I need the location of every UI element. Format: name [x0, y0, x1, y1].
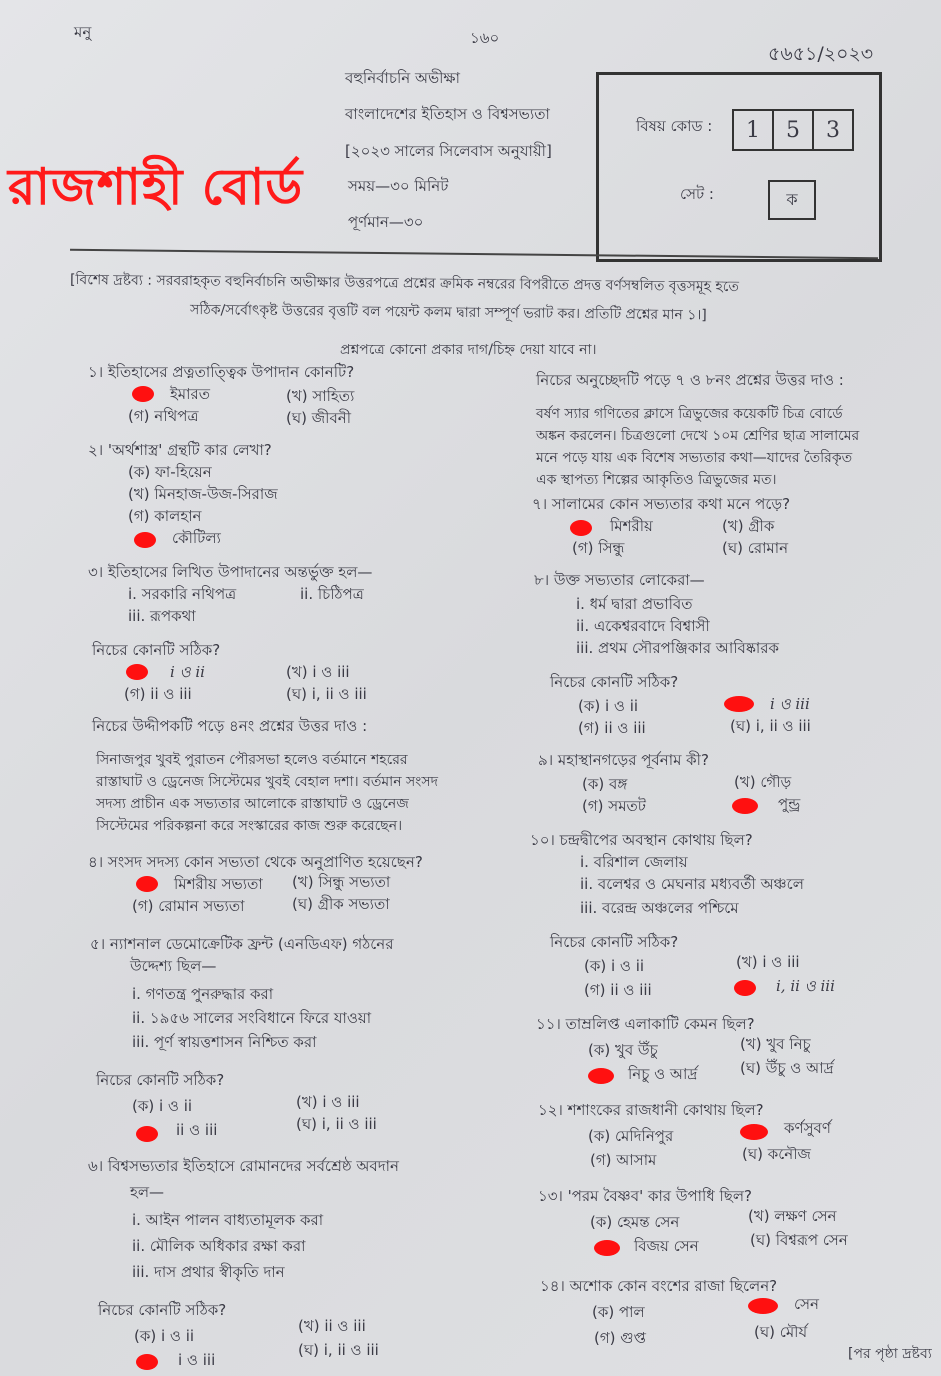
option-d: (ঘ) বিশ্বরূপ সেন: [750, 1231, 848, 1249]
question-4: ৪। সংসদ সদস্য কোন সভ্যতা থেকে অনুপ্রাণিত হয়েছেন?: [88, 853, 423, 871]
question-1: ১। ইতিহাসের প্রত্নতাত্ত্বিক উপাদান কোনটি?: [88, 363, 355, 381]
answer-mark: [594, 1240, 620, 1256]
subject-code-label: বিষয় কোড :: [636, 117, 713, 135]
question-5: ৫। ন্যাশনাল ডেমোক্রেটিক ফ্রন্ট (এনডিএফ) গঠনের: [90, 935, 394, 953]
answer-mark: [136, 876, 158, 892]
option-a: মিশরীয়: [610, 517, 653, 535]
no-marks-notice: প্রশ্নপত্রে কোনো প্রকার দাগ/চিহ্ন দেয়া যাবে না।: [340, 342, 597, 358]
exam-code: ৫৬৫১/২০২৩: [768, 43, 874, 65]
question-2: ২। 'অর্থশাস্ত্র' গ্রন্থটি কার লেখা?: [88, 441, 272, 459]
option-b: (খ) ii ও iii: [298, 1317, 366, 1335]
statement-i: i. গণতন্ত্র পুনরুদ্ধার করা: [132, 985, 274, 1003]
option-b: সেন: [794, 1295, 819, 1313]
subject-title: বাংলাদেশের ইতিহাস ও বিশ্বসভ্যতা: [345, 105, 550, 123]
exam-type: বহুনির্বাচনি অভীক্ষা: [345, 69, 460, 87]
answer-mark: [134, 532, 156, 548]
option-a: (ক) বঙ্গ: [582, 775, 628, 793]
stimulus-line: মনে পড়ে যায় এক বিশেষ সভ্যতার কথা—যাদের তৈরিকৃত: [536, 450, 853, 466]
which-correct: নিচের কোনটি সঠিক?: [92, 641, 221, 659]
option-b: কর্ণসুবর্ণ: [784, 1119, 831, 1137]
question-5-cont: উদ্দেশ্য ছিল—: [130, 957, 217, 975]
statement-ii: ii. ১৯৫৬ সালের সংবিধানে ফিরে যাওয়া: [132, 1009, 372, 1027]
code-digit: 5: [774, 111, 814, 149]
option-b: (খ) খুব নিচু: [740, 1035, 811, 1053]
option-c: (গ) ii ও iii: [124, 685, 192, 703]
statement-iii: iii. বরেন্দ্র অঞ্চলের পশ্চিমে: [580, 899, 739, 917]
question-3: ৩। ইতিহাসের লিখিত উপাদানের অন্তর্ভুক্ত হল—: [88, 563, 373, 581]
which-correct: নিচের কোনটি সঠিক?: [550, 933, 679, 951]
stimulus-line: এক স্থাপত্য শিল্পের আকৃতিও ত্রিভুজের মত।: [536, 472, 777, 488]
page-number: ১৬০: [470, 29, 500, 47]
next-page-note: [পর পৃষ্ঠা দ্রষ্টব্য: [848, 1346, 932, 1362]
option-b: (খ) মিনহাজ-উজ-সিরাজ: [128, 485, 278, 503]
set-value: ক: [768, 180, 816, 220]
option-a: (ক) হেমন্ত সেন: [590, 1213, 680, 1231]
option-d: (ঘ) মৌর্য: [754, 1323, 808, 1341]
option-a: (ক) i ও ii: [132, 1097, 193, 1115]
question-12: ১২। শশাংকের রাজধানী কোথায় ছিল?: [538, 1101, 764, 1119]
question-14: ১৪। অশোক কোন বংশের রাজা ছিলেন?: [540, 1277, 778, 1295]
question-7: ৭। সালামের কোন সভ্যতার কথা মনে পড়ে?: [532, 495, 791, 513]
question-9: ৯। মহাস্থানগড়ের পূর্বনাম কী?: [538, 751, 709, 769]
option-a: (ক) i ও ii: [584, 957, 645, 975]
notice-line-1: [বিশেষ দ্রষ্টব্য : সরবরাহকৃত বহুনির্বাচনি অভীক্ষার উত্তরপত্রে প্রশ্নের ক্রমিক নম্বরের বিপরীতে প্রদত্ত বর্ণসম্বলিত বৃত্তসমূহ হতে: [69, 272, 740, 296]
stimulus-line: বর্ষণ স্যার গণিতের ক্লাসে ত্রিভুজের কয়েকটি চিত্র বোর্ডে: [536, 406, 843, 422]
option-b: (খ) i ও iii: [286, 663, 350, 681]
statement-iii: iii. প্রথম সৌরপঞ্জিকার আবিষ্কারক: [576, 639, 779, 657]
question-10: ১০। চন্দ্রদ্বীপের অবস্থান কোথায় ছিল?: [530, 831, 753, 849]
option-c: বিজয় সেন: [634, 1237, 699, 1255]
question-6-cont: হল—: [130, 1183, 165, 1201]
option-d: (ঘ) উঁচু ও আর্দ্র: [740, 1059, 834, 1077]
stimulus-line: সিস্টেমের পরিকল্পনা করে সংস্কারের কাজ শুরু করেছেন।: [96, 818, 403, 834]
option-a: (ক) খুব উঁচু: [588, 1041, 658, 1059]
option-d: কৌটিল্য: [172, 529, 221, 547]
statement-iii: iii. দাস প্রথার স্বীকৃতি দান: [132, 1263, 285, 1281]
option-c: (গ) রোমান সভ্যতা: [132, 897, 245, 915]
option-d: (ঘ) রোমান: [722, 539, 789, 557]
answer-mark: [136, 1126, 158, 1142]
question-13: ১৩। 'পরম বৈষ্ণব' কার উপাধি ছিল?: [538, 1187, 753, 1205]
option-d: পুন্ড্র: [778, 795, 801, 813]
answer-mark: [132, 386, 154, 402]
stimulus-line: অঙ্কন করলেন। চিত্রগুলো দেখে ১০ম শ্রেণির ছাত্র সালামের: [536, 428, 860, 444]
option-b: (খ) গৌড়: [734, 773, 792, 791]
statement-iii: iii. পূর্ণ স্বায়ত্তশাসন নিশ্চিত করা: [132, 1033, 317, 1051]
stimulus-line: রাস্তাঘাট ও ড্রেনেজ সিস্টেমের খুবই বেহাল দশা। বর্তমান সংসদ: [96, 774, 438, 790]
option-d: (ঘ) i, ii ও iii: [286, 685, 367, 703]
option-c: (গ) ii ও iii: [584, 981, 652, 999]
statement-i: i. আইন পালন বাধ্যতামূলক করা: [132, 1211, 324, 1229]
statement-iii: iii. রূপকথা: [128, 607, 196, 625]
option-d: (ঘ) কনৌজ: [742, 1145, 811, 1163]
option-b: i ও iii: [770, 695, 810, 713]
answer-mark: [136, 1354, 158, 1370]
which-correct: নিচের কোনটি সঠিক?: [96, 1071, 225, 1089]
option-a: (ক) i ও ii: [134, 1327, 195, 1345]
stimulus-heading: নিচের অনুচ্ছেদটি পড়ে ৭ ও ৮নং প্রশ্নের উত্তর দাও :: [536, 371, 844, 389]
stimulus-line: সিনাজপুর খুবই পুরাতন পৌরসভা হলেও বর্তমানে শহরের: [96, 752, 408, 768]
answer-mark: [570, 520, 592, 536]
option-d: (ঘ) i, ii ও iii: [730, 717, 811, 735]
question-6: ৬। বিশ্বসভ্যতার ইতিহাসে রোমানদের সর্বশ্রেষ্ঠ অবদান: [88, 1157, 399, 1175]
answer-mark: [740, 1124, 768, 1140]
option-b: (খ) সাহিত্য: [286, 387, 355, 405]
option-b: (খ) গ্রীক: [722, 517, 775, 535]
stimulus-heading: নিচের উদ্দীপকটি পড়ে ৪নং প্রশ্নের উত্তর দাও :: [92, 717, 368, 735]
subject-code-cells: [732, 109, 854, 151]
option-a: ইমারত: [170, 385, 210, 403]
option-a: (ক) i ও ii: [578, 697, 639, 715]
option-d: (ঘ) গ্রীক সভ্যতা: [292, 895, 390, 913]
which-correct: নিচের কোনটি সঠিক?: [98, 1301, 227, 1319]
which-correct: নিচের কোনটি সঠিক?: [550, 673, 679, 691]
code-digit: 1: [734, 111, 774, 149]
option-c: নিচু ও আর্দ্র: [628, 1065, 698, 1083]
option-d: i, ii ও iii: [776, 977, 835, 995]
statement-i: i. সরকারি নথিপত্র: [128, 585, 237, 603]
code-digit: 3: [826, 117, 840, 143]
option-c: (গ) নথিপত্র: [128, 407, 199, 425]
statement-i: i. ধর্ম দ্বারা প্রভাবিত: [576, 595, 693, 613]
option-c: (গ) কালহান: [128, 507, 202, 525]
option-b: (খ) লক্ষণ সেন: [748, 1207, 837, 1225]
answer-mark: [748, 1298, 778, 1314]
option-a: মিশরীয় সভ্যতা: [174, 875, 263, 893]
question-11: ১১। তাম্রলিপ্ত এলাকাটি কেমন ছিল?: [536, 1015, 755, 1033]
notice-line-2: সঠিক/সর্বোৎকৃষ্ট উত্তরের বৃত্তটি বল পয়েন্ট কলম দ্বারা সম্পূর্ণ ভরাট কর। প্রতিটি প্রশ্নের মান ১।]: [189, 302, 707, 324]
answer-mark: [724, 696, 754, 712]
answer-mark: [126, 664, 148, 680]
full-marks: পূর্ণমান—৩০: [348, 213, 424, 231]
option-c: (গ) ii ও iii: [578, 719, 646, 737]
syllabus-note: [২০২৩ সালের সিলেবাস অনুযায়ী]: [345, 142, 552, 160]
question-8: ৮। উক্ত সভ্যতার লোকেরা—: [534, 571, 705, 589]
stimulus-line: সদস্য প্রাচীন এক সভ্যতার আলোকে রাস্তাঘাট ও ড্রেনেজ: [96, 796, 409, 812]
option-b: (খ) i ও iii: [296, 1093, 360, 1111]
option-c: (গ) আসাম: [590, 1151, 657, 1169]
statement-ii: ii. একেশ্বরবাদে বিশ্বাসী: [576, 617, 710, 635]
option-b: (খ) সিন্ধু সভ্যতা: [292, 873, 391, 891]
option-a: i ও ii: [170, 663, 205, 681]
board-name: রাজশাহী বোর্ড: [8, 158, 304, 216]
answer-mark: [588, 1068, 614, 1084]
option-a: (ক) ফা-হিয়েন: [128, 463, 212, 481]
option-d: (ঘ) জীবনী: [286, 409, 352, 427]
statement-ii: ii. মৌলিক অধিকার রক্ষা করা: [132, 1237, 306, 1255]
answer-mark: [734, 980, 756, 996]
corner-text: মনু: [74, 23, 92, 41]
option-c: (গ) গুপ্ত: [594, 1329, 646, 1347]
time-limit: সময়—৩০ মিনিট: [348, 177, 449, 195]
option-c: (গ) সিন্ধু: [572, 539, 625, 557]
option-c: (গ) সমতট: [582, 797, 646, 815]
option-b: (খ) i ও iii: [736, 953, 800, 971]
option-d: (ঘ) i, ii ও iii: [296, 1115, 377, 1133]
option-c: i ও iii: [178, 1351, 216, 1369]
answer-mark: [732, 798, 758, 814]
option-a: (ক) পাল: [592, 1303, 645, 1321]
statement-ii: ii. চিঠিপত্র: [300, 585, 364, 603]
option-a: (ক) মেদিনিপুর: [588, 1127, 674, 1145]
option-c: ii ও iii: [176, 1121, 218, 1139]
option-d: (ঘ) i, ii ও iii: [298, 1341, 379, 1359]
set-label: সেট :: [680, 185, 714, 203]
statement-i: i. বরিশাল জেলায়: [580, 853, 688, 871]
subject-code-box: [596, 72, 882, 262]
statement-ii: ii. বলেশ্বর ও মেঘনার মধ্যবর্তী অঞ্চলে: [580, 875, 804, 893]
